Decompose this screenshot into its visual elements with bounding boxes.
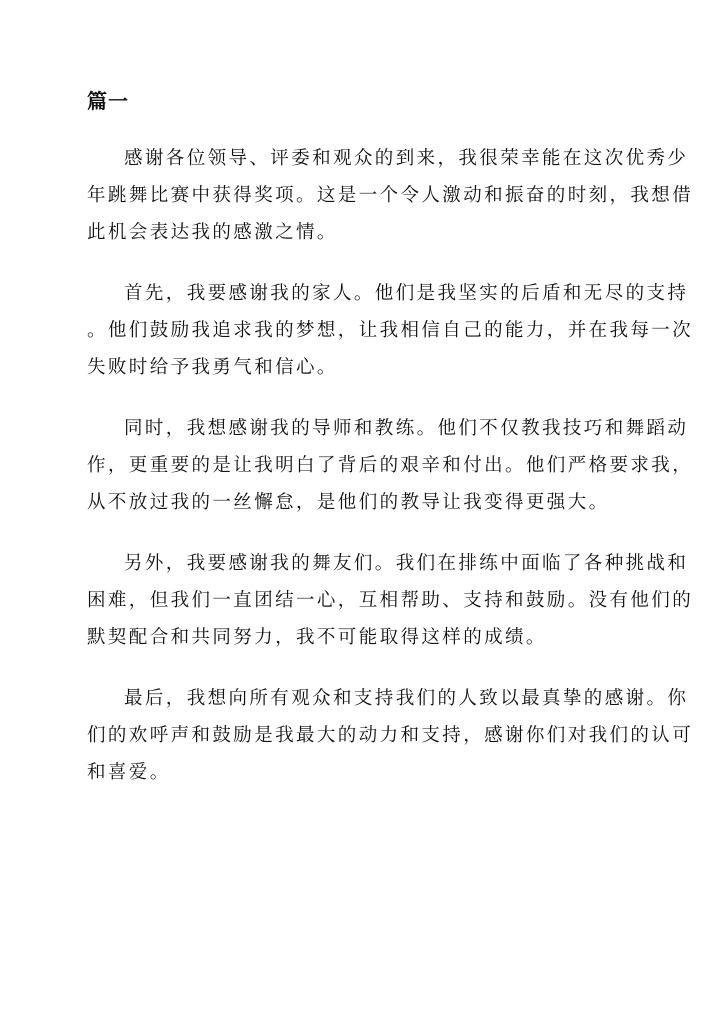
- paragraph-line: 和喜爱。: [87, 762, 171, 783]
- paragraph-2: [87, 275, 694, 386]
- paragraph-line: 首先，我要感谢我的家人。他们是我坚实的后盾和无尽的支持: [124, 283, 689, 304]
- paragraph-line: 默契配合和共同努力，我不可能取得这样的成绩。: [87, 627, 547, 648]
- paragraph-3: [87, 410, 694, 521]
- document-title: 篇一: [87, 89, 129, 113]
- paragraph-line: 。他们鼓励我追求我的梦想，让我相信自己的能力，并在我每一次: [87, 320, 694, 341]
- paragraph-line: 此机会表达我的感激之情。: [87, 222, 338, 243]
- paragraph-line: 从不放过我的一丝懈怠，是他们的教导让我变得更强大。: [87, 492, 610, 513]
- paragraph-line: 感谢各位领导、评委和观众的到来，我很荣幸能在这次优秀少: [124, 148, 689, 169]
- paragraph-1: [87, 140, 694, 251]
- document-body: [87, 140, 694, 815]
- paragraph-line: 最后，我想向所有观众和支持我们的人致以最真挚的感谢。你: [124, 688, 689, 709]
- paragraph-line: 困难，但我们一直团结一心，互相帮助、支持和鼓励。没有他们的: [87, 590, 694, 611]
- paragraph-4: [87, 545, 694, 656]
- paragraph-line: 作，更重要的是让我明白了背后的艰辛和付出。他们严格要求我，: [87, 455, 694, 476]
- paragraph-line: 同时，我想感谢我的导师和教练。他们不仅教我技巧和舞蹈动: [124, 418, 689, 439]
- paragraph-line: 年跳舞比赛中获得奖项。这是一个令人激动和振奋的时刻，我想借: [87, 185, 694, 206]
- paragraph-line: 失败时给予我勇气和信心。: [87, 357, 338, 378]
- paragraph-5: [87, 680, 694, 791]
- paragraph-line: 们的欢呼声和鼓励是我最大的动力和支持，感谢你们对我们的认可: [87, 725, 694, 746]
- paragraph-line: 另外，我要感谢我的舞友们。我们在排练中面临了各种挑战和: [124, 553, 689, 574]
